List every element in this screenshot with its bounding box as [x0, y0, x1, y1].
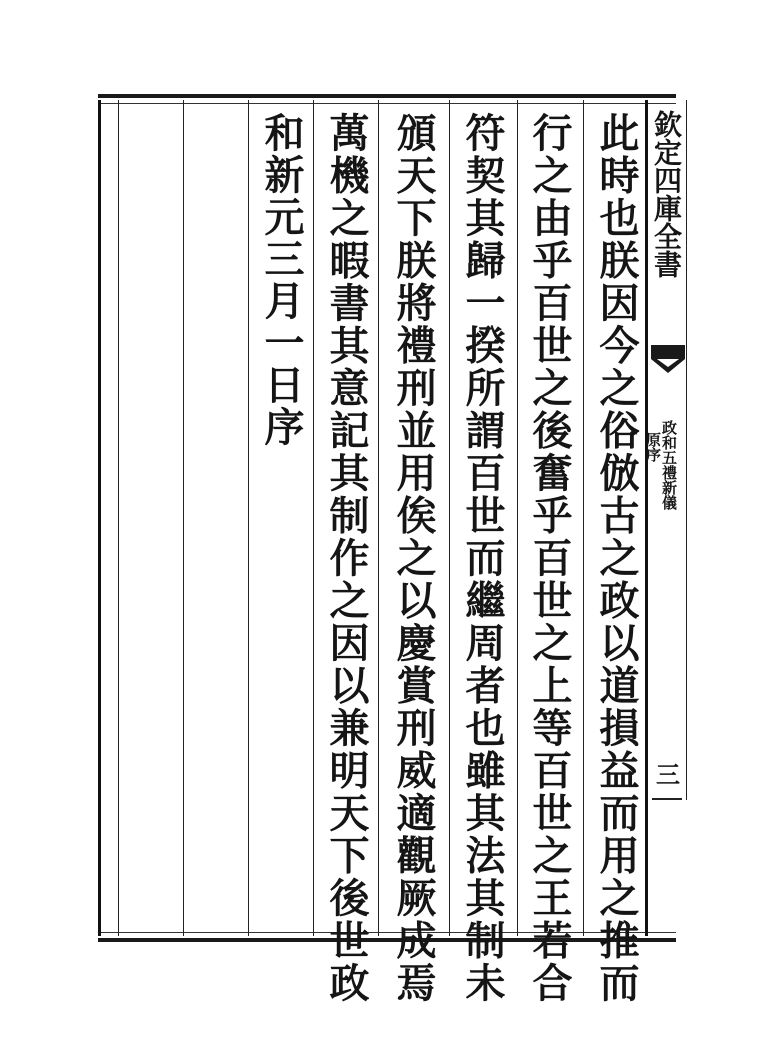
column-rule	[118, 100, 119, 936]
text-column-5: 萬機之暇書其意記其制作之因以兼明天下後世政	[323, 112, 370, 1005]
fishtail-ornament-icon	[651, 345, 685, 375]
book-subtitle: 政和五禮新儀	[660, 420, 678, 510]
center-fold-rule	[645, 100, 648, 936]
top-border-inner	[98, 103, 676, 104]
page-number: 三	[656, 760, 680, 789]
column-rule	[248, 100, 249, 936]
text-column-1: 此時也朕因今之俗倣古之政以道損益而用之推而	[593, 112, 640, 1005]
top-border	[98, 94, 676, 98]
column-rule	[449, 100, 450, 936]
column-rule	[313, 100, 314, 936]
right-border	[686, 100, 687, 800]
column-rule	[378, 100, 379, 936]
column-rule	[583, 100, 584, 936]
column-rule	[183, 100, 184, 936]
bottom-border	[98, 938, 676, 942]
text-column-2: 行之由乎百世之後奮乎百世之上等百世之王若合	[526, 112, 573, 1005]
page-number-underline	[652, 778, 682, 800]
text-column-3: 符契其歸一揆所謂百世而繼周者也雖其法其制未	[459, 112, 506, 1005]
left-border	[98, 100, 101, 936]
section-label: 原序	[644, 432, 662, 462]
column-rule	[517, 100, 518, 936]
bottom-border-inner	[98, 932, 676, 933]
text-column-4: 頒天下朕將禮刑並用俟之以慶賞刑威適觀厥成焉	[390, 112, 437, 1005]
text-column-6: 和新元三月一日序	[258, 112, 305, 448]
book-title: 欽定四庫全書	[650, 110, 683, 278]
